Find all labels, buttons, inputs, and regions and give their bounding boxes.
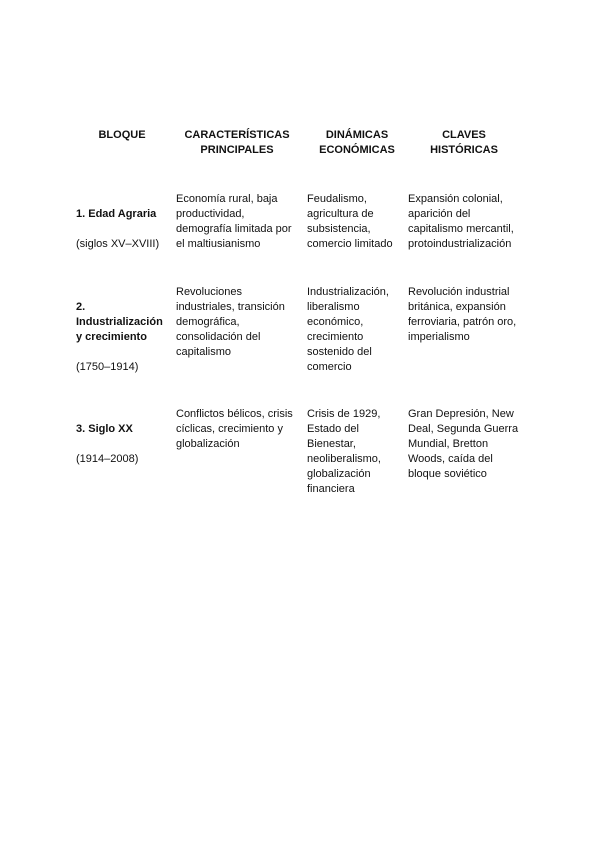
row-title: 2. Industrialización y crecimiento [76, 301, 163, 343]
row-bloque [76, 285, 176, 375]
row-title: 3. Siglo XX [76, 423, 133, 435]
row-caracteristicas: Revoluciones industriales, transición demográfica, consolidación del capitalismo [176, 286, 285, 358]
header-dinamicas: DINÁMICAS ECONÓMICAS [319, 129, 395, 156]
row-bloque [76, 407, 176, 467]
row-title: 1. Edad Agraria [76, 208, 157, 220]
row-dinamicas: Feudalismo, agricultura de subsistencia, comercio limitado [307, 193, 393, 250]
header-bloque: BLOQUE [98, 129, 146, 141]
row-caracteristicas: Economía rural, baja productividad, demografía limitada por el maltiusianismo [176, 193, 292, 250]
row-period: (1914–2008) [76, 453, 139, 465]
row-period: (siglos XV–XVIII) [76, 238, 160, 250]
row-bloque [76, 192, 176, 252]
row-claves: Gran Depresión, New Deal, Segunda Guerra Mundial, Bretton Woods, caída del bloque soviético [408, 408, 519, 480]
row-period: (1750–1914) [76, 361, 139, 373]
row-claves: Revolución industrial británica, expansión ferroviaria, patrón oro, imperialismo [408, 286, 517, 343]
row-dinamicas: Industrialización, liberalismo económico, crecimiento sostenido del comercio [307, 286, 389, 373]
row-dinamicas: Crisis de 1929, Estado del Bienestar, neoliberalismo, globalización financiera [307, 408, 381, 495]
header-caracteristicas: CARACTERÍSTICAS PRINCIPALES [184, 129, 290, 156]
row-claves: Expansión colonial, aparición del capitalismo mercantil, protoindustrialización [408, 193, 514, 250]
row-caracteristicas: Conflictos bélicos, crisis cíclicas, crecimiento y globalización [176, 408, 293, 450]
header-claves: CLAVES HISTÓRICAS [430, 129, 498, 156]
